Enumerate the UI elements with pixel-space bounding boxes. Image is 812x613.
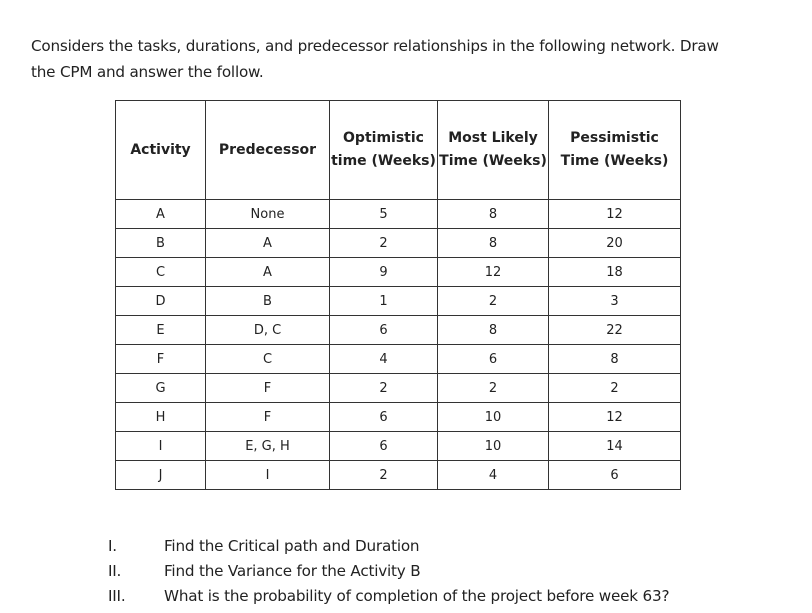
cell-pessimistic: 8 (549, 345, 681, 374)
cell-activity: C (116, 258, 206, 287)
cell-activity: E (116, 316, 206, 345)
cell-predecessor: None (206, 200, 330, 229)
question-item (108, 534, 808, 559)
cell-pessimistic: 20 (549, 229, 681, 258)
cell-pessimistic: 12 (549, 200, 681, 229)
table-row (116, 432, 681, 461)
cell-optimistic: 6 (330, 316, 438, 345)
table-row (116, 287, 681, 316)
table-row (116, 200, 681, 229)
cell-activity: J (116, 461, 206, 490)
cell-most-likely: 8 (438, 229, 549, 258)
cell-most-likely: 12 (438, 258, 549, 287)
problem-statement-line-1: Considers the tasks, durations, and predecessor relationships in the following network. Draw (31, 37, 719, 55)
cell-activity: F (116, 345, 206, 374)
problem-statement (31, 33, 811, 85)
question-item (108, 559, 808, 584)
table-row (116, 316, 681, 345)
cell-most-likely: 8 (438, 316, 549, 345)
cell-activity: B (116, 229, 206, 258)
header-pessimistic: Pessimistic Time (Weeks) (549, 101, 681, 200)
cell-pessimistic: 18 (549, 258, 681, 287)
activity-table-body (116, 200, 681, 490)
cell-activity: D (116, 287, 206, 316)
cell-optimistic: 2 (330, 461, 438, 490)
header-optimistic: Optimistic time (Weeks) (330, 101, 438, 200)
header-row (116, 101, 681, 200)
problem-statement-line-2: the CPM and answer the follow. (31, 63, 264, 81)
cell-most-likely: 4 (438, 461, 549, 490)
cell-predecessor: C (206, 345, 330, 374)
cell-optimistic: 6 (330, 432, 438, 461)
cell-predecessor: F (206, 403, 330, 432)
cell-pessimistic: 3 (549, 287, 681, 316)
cell-most-likely: 8 (438, 200, 549, 229)
activity-table (115, 100, 681, 490)
cell-optimistic: 1 (330, 287, 438, 316)
cell-predecessor: B (206, 287, 330, 316)
cell-predecessor: E, G, H (206, 432, 330, 461)
cell-predecessor: F (206, 374, 330, 403)
cell-predecessor: A (206, 229, 330, 258)
cell-optimistic: 2 (330, 374, 438, 403)
table-row (116, 258, 681, 287)
cell-optimistic: 9 (330, 258, 438, 287)
cell-activity: I (116, 432, 206, 461)
cell-most-likely: 6 (438, 345, 549, 374)
cell-pessimistic: 12 (549, 403, 681, 432)
cell-activity: A (116, 200, 206, 229)
question-list (108, 534, 808, 609)
cell-most-likely: 10 (438, 432, 549, 461)
header-most-likely: Most Likely Time (Weeks) (438, 101, 549, 200)
question-text: Find the Critical path and Duration (164, 537, 420, 555)
cell-pessimistic: 6 (549, 461, 681, 490)
question-number: III. (108, 587, 126, 605)
header-activity: Activity (116, 101, 206, 200)
cell-optimistic: 5 (330, 200, 438, 229)
cell-pessimistic: 14 (549, 432, 681, 461)
cell-optimistic: 4 (330, 345, 438, 374)
activity-table-header (116, 101, 681, 200)
cell-predecessor: D, C (206, 316, 330, 345)
table-row (116, 461, 681, 490)
table-row (116, 345, 681, 374)
cell-pessimistic: 2 (549, 374, 681, 403)
table-row (116, 374, 681, 403)
cell-activity: H (116, 403, 206, 432)
question-text: What is the probability of completion of the project before week 63? (164, 587, 670, 605)
cell-activity: G (116, 374, 206, 403)
cell-most-likely: 10 (438, 403, 549, 432)
header-predecessor: Predecessor (206, 101, 330, 200)
cell-predecessor: A (206, 258, 330, 287)
question-number: II. (108, 562, 122, 580)
question-text: Find the Variance for the Activity B (164, 562, 421, 580)
cell-optimistic: 6 (330, 403, 438, 432)
question-item (108, 584, 808, 609)
question-number: I. (108, 537, 117, 555)
cell-predecessor: I (206, 461, 330, 490)
cell-most-likely: 2 (438, 374, 549, 403)
cell-pessimistic: 22 (549, 316, 681, 345)
table-row (116, 403, 681, 432)
cell-optimistic: 2 (330, 229, 438, 258)
table-row (116, 229, 681, 258)
cell-most-likely: 2 (438, 287, 549, 316)
